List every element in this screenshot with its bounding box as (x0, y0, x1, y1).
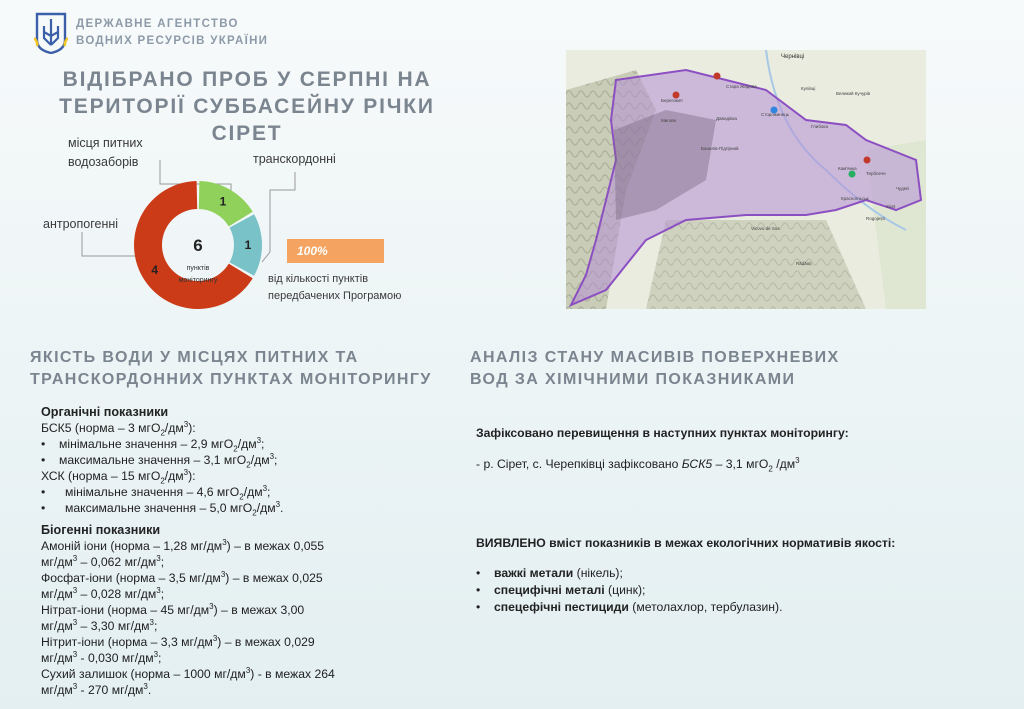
bsk-min: • мінімальне значення – 2,9 $мгО_2/дм^3$; (41, 436, 421, 452)
label-drinking-intakes: місця питних водозаборів (68, 136, 143, 169)
donut-center-value: 6 (193, 236, 203, 255)
map-town-label: Банилів-Підгірний (701, 146, 739, 151)
section-title-chemical-analysis: АНАЛІЗ СТАНУ МАСИВІВ ПОВЕРХНЕВИХ ВОД ЗА ХІМІЧНИМИ ПОКАЗНИКАМИ (470, 349, 840, 388)
donut-center-label-1: пунктів (186, 265, 210, 272)
dry-residue-2: $мг/дм^3 - 270$ $мг/дм^3$. (41, 681, 152, 697)
map-town-label: Rogojești (866, 216, 885, 221)
bsk-norm: БСК5 (норма – 3 $мгО_2/дм^3$): (41, 419, 196, 438)
map-town-label: Чудей (896, 186, 909, 191)
map-label-chernivtsi: Чернівці (781, 54, 805, 60)
monitoring-points-donut (120, 170, 290, 320)
bsk-max: • максимальне значення – 3,1 $мгО_2/дм^3$; (41, 452, 421, 468)
map-town-label: Терблече (866, 171, 886, 176)
exceedance-heading: Зафіксовано перевищення в наступних пунктах моніторингу: (476, 426, 849, 440)
map-town-label: Давидівка (716, 116, 738, 121)
found-heading: ВИЯВЛЕНО вміст показників в межах екологічних нормативів якості: (476, 536, 896, 550)
map-town-label: Siret (886, 204, 896, 209)
percent-caption: від кількості пунктів передбачених Програмою (268, 273, 402, 302)
found-list (476, 565, 1016, 616)
ammonium-1: Амоній іони (норма – 1,28 $мг/дм^3$) – в межах 0,055 (41, 537, 325, 553)
map-town-label: Rădăuți (796, 261, 812, 266)
nitrate-1: Нітрат-іони (норма – 45 $мг/дм^3$) – в межах 3,00 (41, 601, 305, 617)
donut-slice-label-2: 1 (244, 238, 252, 252)
section-title-water-quality: ЯКІСТЬ ВОДИ У МІСЦЯХ ПИТНИХ ТА ТРАНСКОРДОННИХ ПУНКТАХ МОНІТОРИНГУ (30, 349, 432, 388)
nitrite-1: Нітрит-іони (норма – 3,3 $мг/дм^3$) – в межах 0,029 (41, 633, 315, 649)
found-item-pesticides: • спецефічні пестициди (метолахлор, тербулазин). (476, 599, 1016, 616)
organic-heading: Органічні показники (41, 405, 169, 419)
biogenic-heading: Біогенні показники (41, 523, 161, 537)
donut-slice-label-3: 4 (151, 263, 159, 277)
phosphate-1: Фосфат-іони (норма – 3,5 $мг/дм^3$) – в межах 0,025 (41, 569, 323, 585)
nitrate-2: $мг/дм^3 - 3,30$ $мг/дм^3$; (41, 617, 158, 633)
map-canvas (566, 50, 926, 309)
label-transborder: транскордонні (253, 152, 336, 166)
map-town-label: Сторожинець (761, 112, 790, 117)
map-town-label: Глибока (811, 124, 828, 129)
map-town-label: Мигове (661, 118, 677, 123)
xsk-norm: ХСК (норма – 15 $мгО_2/дм^3$): (41, 467, 196, 486)
ammonium-2: $мг/дм^3 - 0,062$ $мг/дм^3$; (41, 553, 165, 569)
coat-of-arms-icon (34, 12, 68, 54)
map-town-label: Стара Жадова (726, 84, 757, 89)
label-anthropogenic: антропогенні (43, 217, 119, 231)
xsk-min: • мінімальне значення – 4,6 $мгО_2/дм^3$; (41, 484, 421, 500)
map-town-label: Великий Кучурів (836, 91, 871, 96)
dry-residue-1: Сухий залишок (норма – 1000 $мг/дм^3$) - в межах 264 (41, 665, 335, 681)
map-town-label: Vicovu de Sus (751, 226, 780, 231)
nitrite-2: $мг/дм^3 - 0,030$ $мг/дм^3$; (41, 649, 162, 665)
agency-name: ДЕРЖАВНЕ АГЕНТСТВО ВОДНИХ РЕСУРСІВ УКРАЇНИ (76, 18, 269, 47)
organic-biogenic-indicators (41, 401, 421, 698)
map-town-label: Кулівці (801, 86, 816, 91)
map-town-label: Кам'янка (838, 166, 857, 171)
page-title: ВІДІБРАНО ПРОБ У СЕРПНІ НА ТЕРИТОРІЇ СУББАСЕЙНУ РІЧКИ СІРЕТ (59, 68, 435, 145)
phosphate-2: $мг/дм^3 - 0,028$ $мг/дм^3$; (41, 585, 165, 601)
percent-bar: 100% (287, 239, 384, 263)
donut-slice-label-1: 1 (219, 194, 227, 209)
found-item-specific-metals: • специфічні металі (цинк); (476, 582, 1016, 599)
subbasin-map (566, 50, 926, 309)
map-town-label: Красноїльськ (841, 196, 869, 201)
exceedance-item: - р. Сірет, с. Черепківці зафіксовано БСК5 – 3,1 мгО$_2$ $/дм^3$ (476, 455, 800, 474)
map-town-label: Берегомет (661, 98, 684, 103)
found-item-heavy-metals: • важкі метали (нікель); (476, 565, 1016, 582)
donut-center-label-2: моніторингу (178, 277, 218, 284)
xsk-max: • максимальне значення – 5,0 $мгО_2/дм^3$. (41, 500, 421, 516)
